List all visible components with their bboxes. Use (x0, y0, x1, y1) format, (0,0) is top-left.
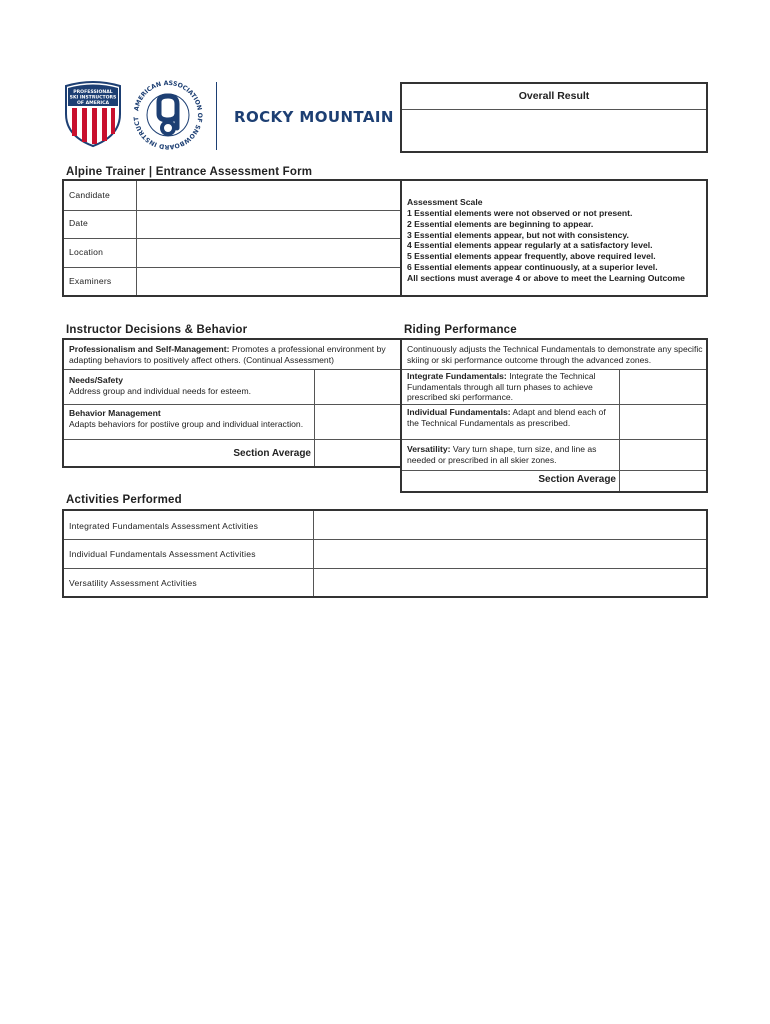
candidate-input[interactable] (137, 181, 400, 210)
overall-result-title: Overall Result (518, 90, 590, 102)
scale-line-5: 5 Essential elements appear frequently, above required level. (407, 251, 656, 261)
location-label: Location (69, 247, 104, 257)
scale-line-1: 1 Essential elements were not observed or not present. (407, 208, 633, 218)
scale-line-3: 3 Essential elements appear, but not with consistency. (407, 230, 629, 240)
individual-fundamentals-score-input[interactable] (620, 405, 706, 439)
needs-safety-title: Needs/Safety (69, 375, 123, 385)
versatility-activities-input[interactable] (314, 569, 706, 596)
integrate-fundamentals-desc: Integrate the Technical Fundamentals through all turn phases to achieve prescribed ski performance. (407, 371, 596, 403)
candidate-label: Candidate (69, 190, 110, 200)
individual-fundamentals-desc: Adapt and blend each of the Technical Fundamentals as prescribed. (407, 407, 606, 428)
aasi-badge-icon (128, 78, 208, 152)
logo-divider (216, 82, 217, 150)
versatility-desc: Vary turn shape, turn size, and line as needed or prescribed in all skier zones. (407, 444, 597, 465)
aasi-logo (128, 78, 208, 152)
individual-fundamentals-title: Individual Fundamentals: (407, 407, 511, 417)
instructor-section-average-label: Section Average (233, 448, 311, 459)
overall-result-header (402, 84, 706, 110)
integrate-fundamentals-text (407, 371, 615, 403)
instructor-section-title: Instructor Decisions & Behavior (66, 324, 248, 336)
psia-logo-line-3: OF AMERICA (76, 101, 110, 106)
riding-section-average-label: Section Average (538, 474, 616, 485)
psia-logo-line-1: PROFESSIONAL (73, 90, 113, 95)
assessment-scale-box (400, 179, 708, 297)
rocky-mountain-logo: ROCKY MOUNTAIN (234, 108, 394, 126)
activities-table (62, 509, 708, 598)
psia-logo (62, 80, 124, 150)
versatility-text (407, 444, 617, 465)
instructor-section-average-input[interactable] (315, 440, 400, 466)
behavior-management-title: Behavior Management (69, 408, 161, 418)
professionalism-intro (69, 344, 399, 365)
integrate-fundamentals-score-input[interactable] (620, 370, 706, 404)
versatility-title: Versatility: (407, 444, 451, 454)
examiners-label: Examiners (69, 276, 112, 286)
versatility-activities-label: Versatility Assessment Activities (69, 578, 197, 588)
needs-safety-score-input[interactable] (315, 370, 400, 404)
aasi-ring-text: AMERICAN ASSOCIATION OF SNOWBOARD INSTRUCT (133, 79, 204, 151)
riding-table (400, 338, 708, 493)
scale-line-2: 2 Essential elements are beginning to appear. (407, 219, 594, 229)
integrated-activities-input[interactable] (314, 511, 706, 539)
location-input[interactable] (137, 239, 400, 267)
assessment-scale-title: Assessment Scale (407, 197, 483, 207)
professionalism-title: Professionalism and Self-Management: (69, 344, 230, 354)
form-title: Alpine Trainer | Entrance Assessment Form (66, 166, 313, 178)
behavior-management-text: Adapts behaviors for postiive group and individual interaction. (69, 419, 304, 429)
individual-activities-input[interactable] (314, 540, 706, 568)
psia-logo-line-2: SKI INSTRUCTORS (69, 95, 117, 101)
scale-line-4: 4 Essential elements appear regularly at a satisfactory level. (407, 240, 653, 250)
integrated-activities-label: Integrated Fundamentals Assessment Activities (69, 521, 259, 531)
date-input[interactable] (137, 211, 400, 238)
riding-intro: Continuously adjusts the Technical Fundamentals to demonstrate any specific skiing or ski performance outcome through the advanced zones. (407, 344, 703, 365)
scale-requirement: All sections must average 4 or above to meet the Learning Outcome (407, 273, 685, 283)
activities-section-title: Activities Performed (66, 494, 182, 506)
individual-activities-label: Individual Fundamentals Assessment Activities (69, 549, 256, 559)
versatility-score-input[interactable] (620, 440, 706, 470)
scale-line-6: 6 Essential elements appear continuously, at a superior level. (407, 262, 658, 272)
overall-result-input[interactable] (402, 110, 706, 151)
psia-shield-icon (62, 80, 124, 150)
integrate-fundamentals-title: Integrate Fundamentals: (407, 371, 507, 381)
date-label: Date (69, 218, 88, 228)
individual-fundamentals-text (407, 407, 619, 428)
candidate-info-table (62, 179, 402, 297)
instructor-table (62, 338, 402, 468)
riding-section-title: Riding Performance (404, 324, 517, 336)
overall-result-box (400, 82, 708, 153)
professionalism-text: Promotes a professional environment by adapting behaviors to positively affect others. (Continual Assessment) (69, 344, 386, 365)
behavior-management-score-input[interactable] (315, 405, 400, 439)
riding-section-average-input[interactable] (620, 471, 706, 491)
examiners-input[interactable] (137, 268, 400, 295)
needs-safety-text: Address group and individual needs for esteem. (69, 386, 252, 396)
